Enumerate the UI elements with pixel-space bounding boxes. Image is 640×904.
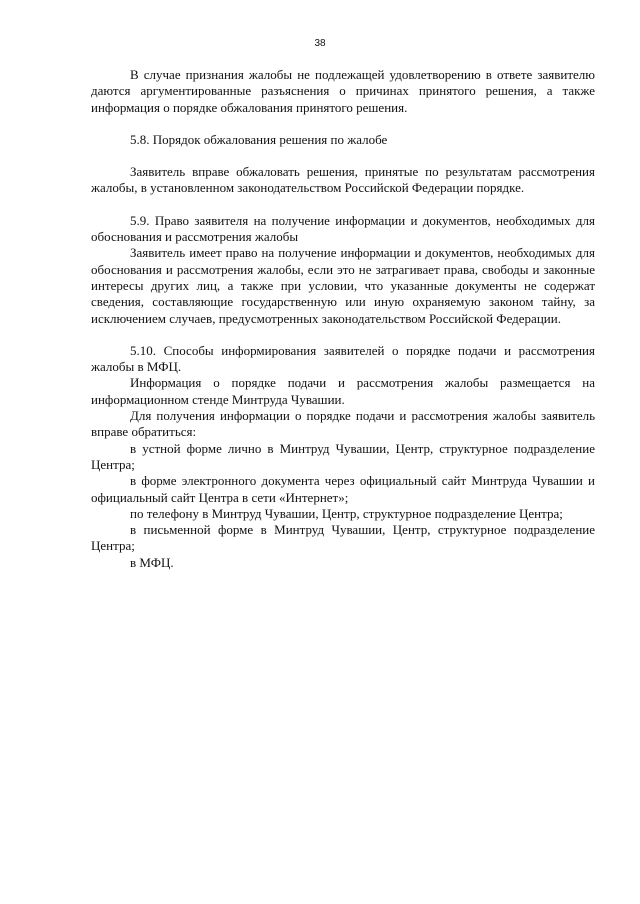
spacer <box>91 148 595 164</box>
document-body <box>91 67 595 571</box>
list-item-oral: в устной форме лично в Минтруд Чувашии, Центр, структурное подразделение Центра; <box>91 440 595 472</box>
list-item-mfc: в МФЦ. <box>130 554 174 570</box>
section-heading-5-8: 5.8. Порядок обжалования решения по жалобе <box>130 131 388 147</box>
page-number: 38 <box>314 38 326 49</box>
paragraph-information-right: Заявитель имеет право на получение информации и документов, необходимых для обоснования и рассмотрения жалобы, если это не затрагивает права, свободы и законные интересы других лиц, а также при условии, что указанные документы не содержат сведения, составляющие государственную или иную охраняемую законом тайну, за исключением случаев, предусмотренных законодательством Российской Федерации. <box>91 245 595 326</box>
spacer <box>91 327 595 343</box>
paragraph-info-stand: Информация о порядке подачи и рассмотрения жалобы размещается на информационном стенде Минтруда Чувашии. <box>91 375 595 407</box>
list-item-phone: по телефону в Минтруд Чувашии, Центр, структурное подразделение Центра; <box>130 505 563 521</box>
spacer <box>91 197 595 213</box>
spacer <box>91 116 595 132</box>
paragraph-refusal-explanation: В случае признания жалобы не подлежащей удовлетворению в ответе заявителю даются аргументированные разъяснения о причинах принятого решения, а также информация о порядке обжалования принятого решения. <box>91 67 595 115</box>
paragraph-contact-intro: Для получения информации о порядке подачи и рассмотрения жалобы заявитель вправе обратиться: <box>91 408 595 440</box>
section-heading-5-10: 5.10. Способы информирования заявителей о порядке подачи и рассмотрения жалобы в МФЦ. <box>91 342 595 375</box>
section-heading-5-9: 5.9. Право заявителя на получение информации и документов, необходимых для обоснования и рассмотрения жалобы <box>91 212 595 245</box>
list-item-written: в письменной форме в Минтруд Чувашии, Центр, структурное подразделение Центра; <box>91 522 595 554</box>
paragraph-appeal-right: Заявитель вправе обжаловать решения, принятые по результатам рассмотрения жалобы, в установленном законодательством Российской Федерации порядке. <box>91 164 595 196</box>
list-item-electronic: в форме электронного документа через официальный сайт Минтруда Чувашии и официальный сайт Центра в сети «Интернет»; <box>91 473 595 505</box>
